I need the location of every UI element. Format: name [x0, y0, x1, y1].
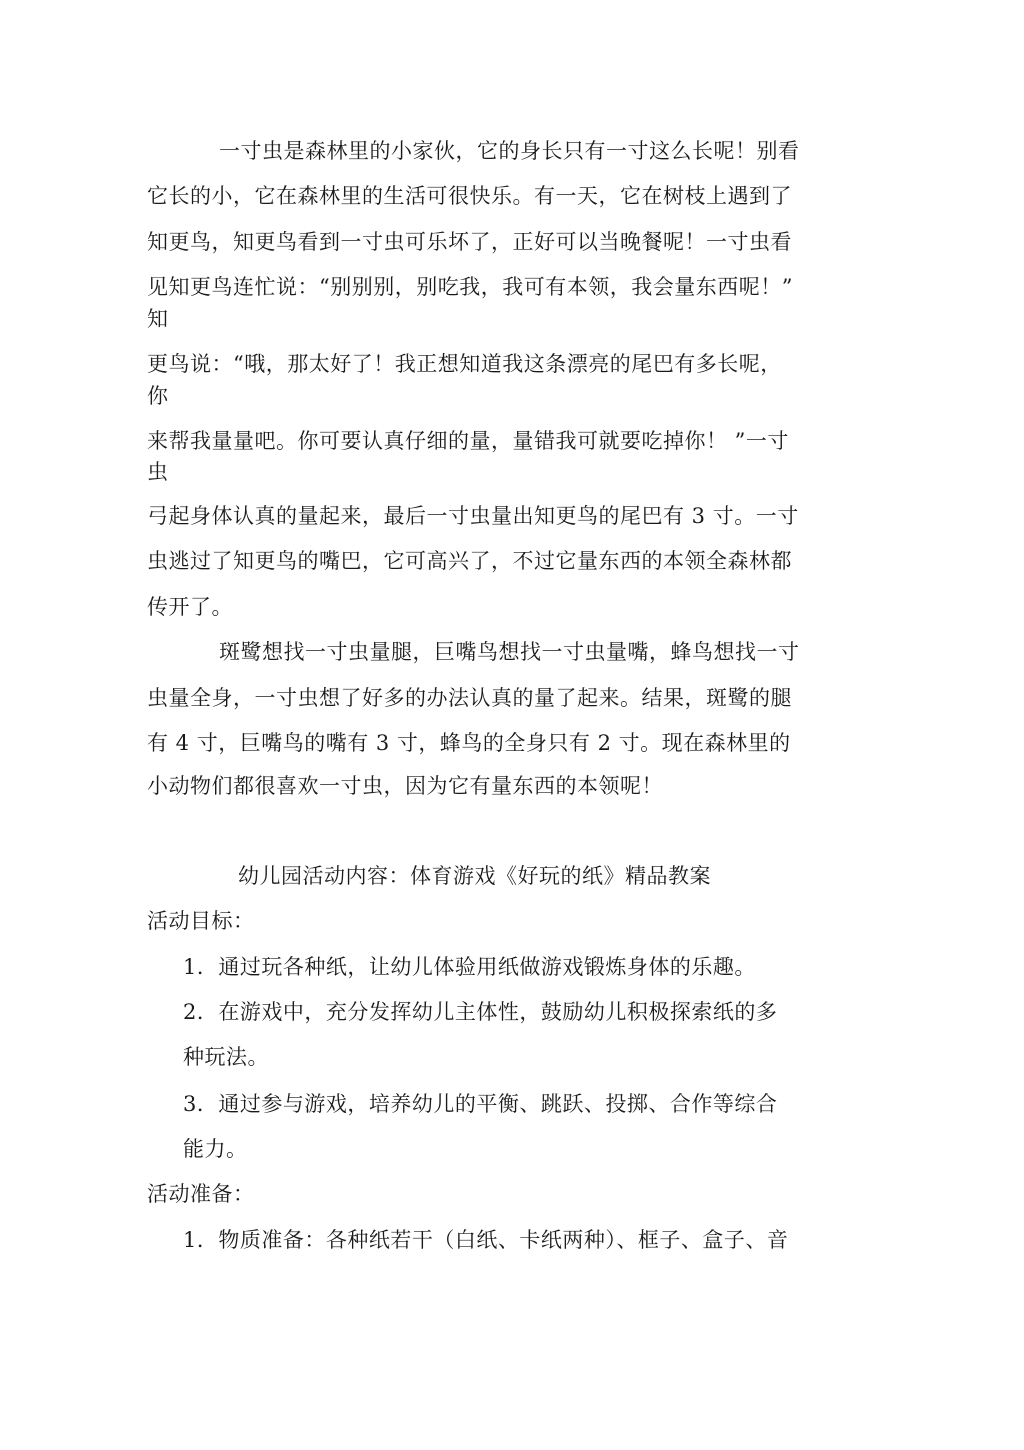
story-line: 你: [147, 384, 169, 408]
story-line: 它长的小，它在森林里的生活可很快乐。有一天，它在树枝上遇到了: [147, 184, 792, 208]
goal-item: 1．通过玩各种纸，让幼儿体验用纸做游戏锻炼身体的乐趣。: [183, 955, 756, 979]
story-line: 虫量全身，一寸虫想了好多的办法认真的量了起来。结果，斑鹭的腿: [147, 686, 792, 710]
story-line: 斑鹭想找一寸虫量腿，巨嘴鸟想找一寸虫量嘴，蜂鸟想找一寸: [219, 640, 800, 664]
story-line: 虫逃过了知更鸟的嘴巴，它可高兴了，不过它量东西的本领全森林都: [147, 549, 792, 573]
story-line: 小动物们都很喜欢一寸虫，因为它有量东西的本领呢！: [147, 774, 663, 798]
story-line: 知: [147, 307, 169, 331]
story-line: 有 4 寸，巨嘴鸟的嘴有 3 寸，蜂鸟的全身只有 2 寸。现在森林里的: [147, 731, 791, 755]
story-line: 弓起身体认真的量起来，最后一寸虫量出知更鸟的尾巴有 3 寸。一寸: [147, 504, 799, 528]
goal-item: 2．在游戏中，充分发挥幼儿主体性，鼓励幼儿积极探索纸的多: [183, 1000, 778, 1024]
story-line: 知更鸟，知更鸟看到一寸虫可乐坏了，正好可以当晚餐呢！一寸虫看: [147, 230, 792, 254]
goal-item: 3．通过参与游戏，培养幼儿的平衡、跳跃、投掷、合作等综合: [183, 1092, 778, 1116]
story-line: 一寸虫是森林里的小家伙，它的身长只有一寸这么长呢！别看: [219, 139, 800, 163]
prep-item: 1．物质准备：各种纸若干（白纸、卡纸两种）、框子、盒子、音: [183, 1228, 789, 1252]
story-line: 更鸟说：“哦，那太好了！我正想知道我这条漂亮的尾巴有多长呢，: [147, 352, 782, 376]
prep-heading: 活动准备：: [147, 1182, 255, 1206]
lesson-title: 幼儿园活动内容：体育游戏《好玩的纸》精品教案: [238, 864, 711, 888]
story-line: 传开了。: [147, 595, 233, 619]
goals-heading: 活动目标：: [147, 909, 255, 933]
goal-item: 种玩法。: [183, 1045, 269, 1069]
story-line: 见知更鸟连忙说：“别别别，别吃我，我可有本领，我会量东西呢！”: [147, 275, 793, 299]
story-line: 虫: [147, 460, 169, 484]
story-line: 来帮我量量吧。你可要认真仔细的量，量错我可就要吃掉你！ ”一寸: [147, 429, 789, 453]
goal-item: 能力。: [183, 1137, 248, 1161]
